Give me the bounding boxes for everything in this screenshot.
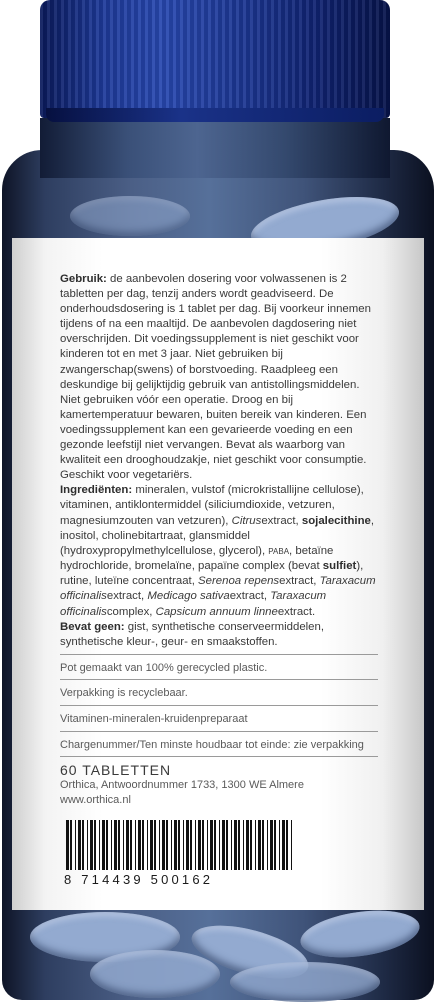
ingredient-citrus: Citrus	[231, 514, 262, 527]
divider	[60, 705, 378, 706]
barcode-bar	[270, 820, 273, 870]
tablet-image	[70, 196, 190, 236]
barcode-bar	[198, 820, 201, 870]
bottle-cap	[40, 0, 390, 118]
tablet-image	[230, 962, 380, 1002]
usage-text: de aanbevolen dosering voor volwassenen is 2 tabletten per dag, tenzij anders wordt geadviseerd. De onderhoudsdosering is 1 tablet per dag. Bij voorkeur innemen tijdens of na een maaltijd. De aanbevolen dagdosering niet overschrijden. Dit voedingssupplement is niet geschikt voor kinderen tot en met 3 jaar. Niet gebruiken bij zwangerschap(swens) of borstvoeding. Raadpleeg een deskundige bij gelijktijdig gebruik van antistollingsmiddelen. Niet gebruiken vóór een operatie. Droog en bij kamertemperatuur bewaren, buiten bereik van kinderen. Een voedingssupplement kan een gevarieerde voeding en een gezonde leefstijl niet vervangen. Bevat als waarborg van kwaliteit een drooghoudzakje, niet geschikt voor consumptie. Geschikt voor vegetariërs.	[60, 273, 371, 482]
not-contains-paragraph	[60, 620, 378, 650]
ingredients-text: extract,	[261, 514, 299, 527]
divider	[60, 731, 378, 732]
label-text-block	[60, 272, 378, 808]
barcode-bar	[171, 820, 172, 870]
barcode-bar	[231, 820, 232, 870]
barcode-bar	[183, 820, 184, 870]
barcode-bar	[202, 820, 204, 870]
barcode-bar	[118, 820, 120, 870]
ingredient-medicago: Medicago sativa	[147, 590, 230, 603]
divider	[60, 679, 378, 680]
barcode-bar	[159, 820, 160, 870]
not-contains-text: gist, synthetische conserveermiddelen, synthetische kleur-, geur- en smaakstoffen.	[60, 620, 325, 648]
barcode-bar	[78, 820, 81, 870]
ingredient-capsicum: Capsicum annuum linne	[155, 605, 278, 618]
ingredients-text: , betaïne hydrochloride, bromelaïne, papaïne complex (bevat	[60, 544, 334, 573]
divider	[60, 654, 378, 655]
barcode-bar	[186, 820, 189, 870]
barcode-bar	[255, 820, 256, 870]
tablet-image	[90, 950, 220, 998]
ingredients-text: extract,	[279, 575, 317, 588]
barcode-bar	[190, 820, 192, 870]
barcode-bar	[214, 820, 216, 870]
ingredients-heading: Ingrediënten:	[60, 484, 133, 497]
website-text: www.orthica.nl	[60, 793, 131, 806]
ingredient-taraxacum: Taraxacum officinalis	[60, 575, 376, 603]
barcode	[64, 820, 296, 890]
barcode-bar	[147, 820, 148, 870]
packaging-text: Verpakking is recyclebaar.	[60, 687, 188, 700]
barcode-bar	[126, 820, 129, 870]
barcode-bar	[135, 820, 136, 870]
bottle-cap-rim	[46, 108, 384, 122]
pot-text: Pot gemaakt van 100% gerecycled plastic.	[60, 661, 268, 674]
barcode-bar	[138, 820, 141, 870]
barcode-bar	[87, 820, 88, 870]
barcode-bar	[274, 820, 276, 870]
barcode-bar	[222, 820, 225, 870]
barcode-bar	[282, 820, 285, 870]
barcode-bar	[82, 820, 84, 870]
barcode-bar	[258, 820, 261, 870]
not-contains-heading: Bevat geen:	[60, 620, 125, 633]
barcode-bar	[66, 820, 69, 870]
barcode-bar	[243, 820, 244, 870]
barcode-bar	[234, 820, 237, 870]
company-address: Orthica, Antwoordnummer 1733, 1300 WE Almere	[60, 779, 304, 792]
barcode-bar	[174, 820, 177, 870]
barcode-bar	[99, 820, 100, 870]
barcode-bar	[238, 820, 240, 870]
usage-heading: Gebruik:	[60, 273, 107, 285]
barcode-bar	[246, 820, 249, 870]
barcode-bar	[279, 820, 280, 870]
ingredient-taraxacum: Taraxacum officinalis	[60, 590, 327, 618]
barcode-bar	[102, 820, 105, 870]
barcode-bar	[154, 820, 156, 870]
category-text: Vitaminen-mineralen-kruidenpreparaat	[60, 713, 248, 726]
barcode-bar	[90, 820, 93, 870]
barcode-bar	[123, 820, 124, 870]
allergen-sulfiet: sulfiet	[322, 560, 357, 573]
barcode-bar	[166, 820, 168, 870]
tablet-count: 60 TABLETTEN	[60, 762, 172, 779]
barcode-bar	[207, 820, 208, 870]
barcode-bar	[291, 820, 292, 870]
ingredient-paba: PABA	[268, 546, 290, 556]
barcode-bar	[150, 820, 153, 870]
batch-text: Chargenummer/Ten minste houdbaar tot einde: zie verpakking	[60, 738, 364, 751]
divider	[60, 756, 378, 757]
barcode-bar	[111, 820, 112, 870]
barcode-bar	[219, 820, 220, 870]
barcode-bar	[195, 820, 196, 870]
barcode-bars	[64, 820, 296, 874]
barcode-bar	[70, 820, 72, 870]
barcode-bar	[286, 820, 288, 870]
ingredient-serenoa: Serenoa repens	[198, 575, 280, 588]
ingredients-text: , inositol, cholinebitartraat, glansmiddel (hydroxypropylmethylcellulose, glycerol),	[60, 514, 375, 557]
barcode-bar	[226, 820, 228, 870]
barcode-bar	[142, 820, 144, 870]
usage-paragraph	[60, 272, 378, 483]
ingredients-text: ), rutine, luteïne concentraat,	[60, 560, 364, 588]
barcode-bar	[130, 820, 132, 870]
ingredients-text: extract,	[229, 590, 268, 603]
allergen-soja: sojalecithine	[301, 514, 371, 527]
ingredients-text: mineralen, vulstof (microkristallijne cellulose), vitaminen, antiklontermiddel (siliciumdioxide, vetzuren, magnesiumzouten van vetzuren),	[60, 484, 364, 527]
barcode-bar	[262, 820, 264, 870]
barcode-bar	[75, 820, 76, 870]
ingredients-text: extract.	[277, 605, 316, 618]
ingredients-text: complex,	[106, 605, 153, 618]
barcode-bar	[267, 820, 268, 870]
barcode-bar	[94, 820, 96, 870]
barcode-bar	[114, 820, 117, 870]
barcode-bar	[178, 820, 180, 870]
ingredients-text: extract,	[106, 590, 145, 603]
barcode-digits: 8 714439 500162	[64, 872, 214, 887]
barcode-bar	[250, 820, 252, 870]
barcode-bar	[210, 820, 213, 870]
barcode-bar	[162, 820, 165, 870]
barcode-bar	[106, 820, 108, 870]
bottle-neck	[40, 118, 390, 178]
ingredients-paragraph	[60, 483, 378, 619]
